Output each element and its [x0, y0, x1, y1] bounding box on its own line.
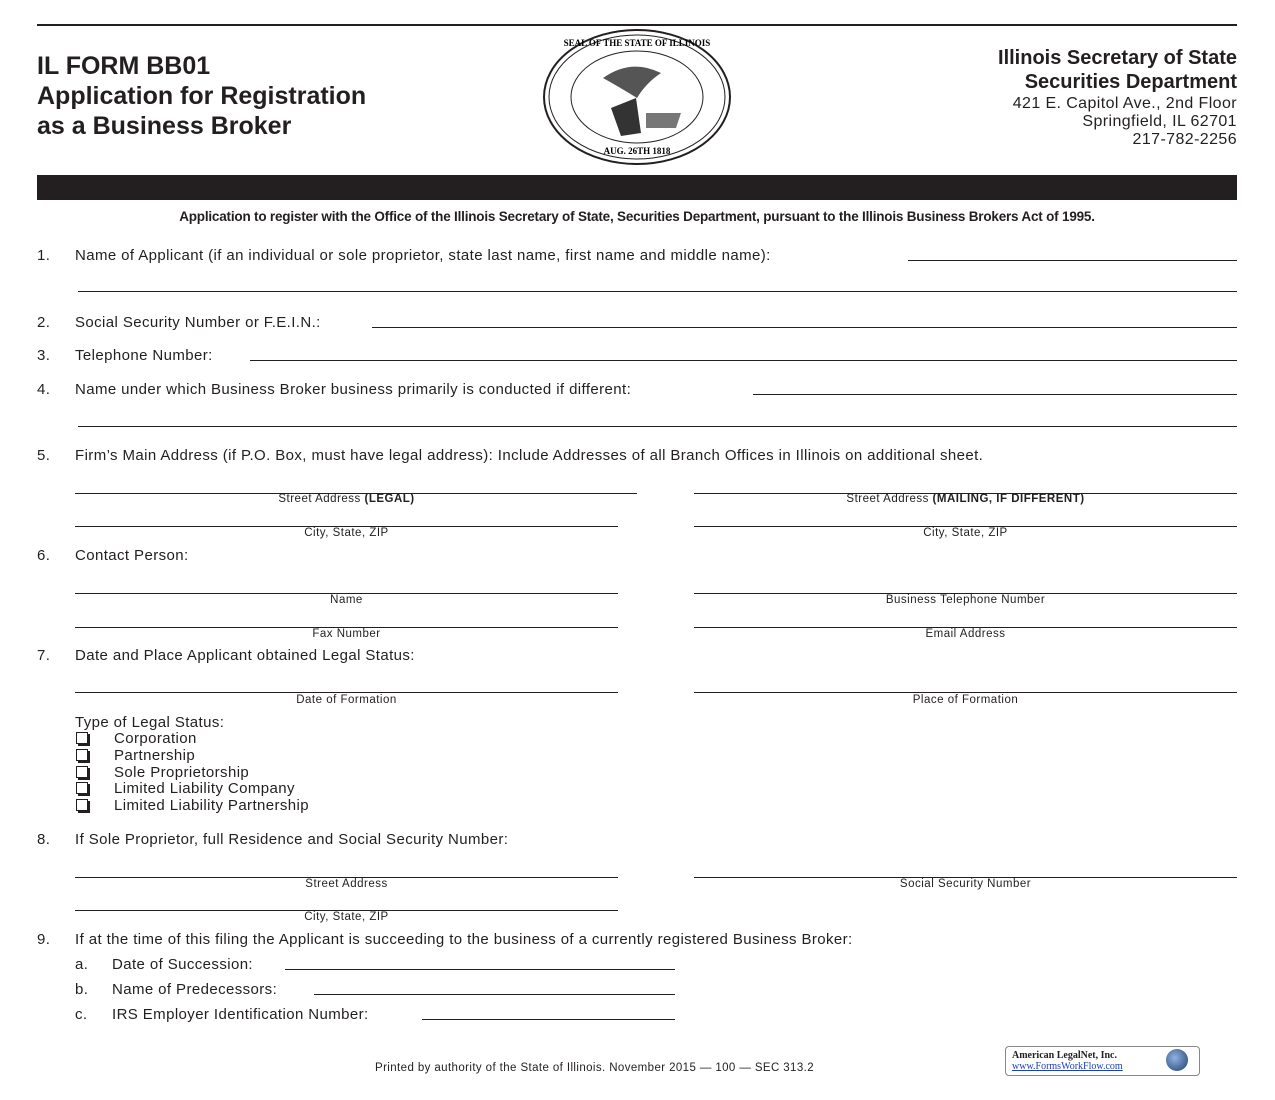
sub-letter: b.: [75, 981, 89, 998]
checkbox-partnership[interactable]: [76, 748, 309, 765]
item-number: 6.: [37, 547, 51, 564]
checkbox-icon[interactable]: [76, 749, 88, 761]
sole-ssn-caption: Social Security Number: [899, 878, 1032, 890]
header-bar: [37, 175, 1237, 200]
item-number: 1.: [37, 247, 51, 264]
item-number: 7.: [37, 647, 51, 664]
form-id: IL FORM BB01: [37, 52, 211, 80]
item-number: 2.: [37, 314, 51, 331]
sole-proprietor-label: If Sole Proprietor, full Residence and Social Security Number:: [75, 831, 509, 848]
city-legal-caption: City, State, ZIP: [304, 527, 389, 539]
business-phone-caption: Business Telephone Number: [885, 594, 1046, 606]
irs-ein-label: IRS Employer Identification Number:: [112, 1006, 369, 1023]
option-label: Corporation: [114, 730, 197, 747]
checkbox-llc[interactable]: [76, 781, 309, 798]
phone: 217-782-2256: [1132, 131, 1237, 148]
option-label: Limited Liability Partnership: [114, 797, 310, 815]
irs-ein-field[interactable]: [422, 1019, 675, 1020]
predecessors-label: Name of Predecessors:: [112, 981, 278, 998]
state-seal-icon: [541, 28, 733, 166]
checkbox-icon[interactable]: [76, 732, 88, 744]
item-number: 5.: [37, 447, 51, 464]
option-label: Sole Proprietorship: [114, 763, 250, 781]
dba-label: Name under which Business Broker business primarily is conducted if different:: [75, 381, 632, 398]
ssn-fein-label: Social Security Number or F.E.I.N.:: [75, 314, 321, 331]
dba-field-2[interactable]: [78, 426, 1237, 427]
globe-icon: [1166, 1049, 1188, 1071]
item-number: 4.: [37, 381, 51, 398]
fax-caption: Fax Number: [312, 628, 381, 640]
residence-city-caption: City, State, ZIP: [304, 911, 389, 923]
agency-name: Illinois Secretary of State: [998, 47, 1237, 69]
caption-bold: (LEGAL): [364, 493, 415, 505]
sub-letter: c.: [75, 1006, 88, 1023]
checkbox-sole-proprietorship[interactable]: [76, 765, 309, 782]
form-title-line2: as a Business Broker: [37, 112, 292, 140]
street-legal-caption: [75, 493, 618, 505]
formation-date-field[interactable]: [75, 692, 618, 693]
legal-status-label: Date and Place Applicant obtained Legal Status:: [75, 647, 415, 664]
contact-name-caption: Name: [330, 594, 363, 606]
residence-street-caption: Street Address: [305, 878, 388, 890]
address-line1: 421 E. Capitol Ave., 2nd Floor: [1012, 95, 1237, 112]
logo-name: American LegalNet, Inc.: [1012, 1050, 1117, 1061]
legalnet-logo: [1005, 1046, 1200, 1076]
legal-status-type-label: Type of Legal Status:: [75, 714, 225, 731]
ssn-fein-field[interactable]: [372, 327, 1237, 328]
applicant-name-label: Name of Applicant (if an individual or sole proprietor, state last name, first name and middle name):: [75, 247, 771, 264]
caption-text: Street Address: [278, 493, 365, 505]
legal-status-options: [76, 731, 309, 815]
contact-person-label: Contact Person:: [75, 547, 189, 564]
item-number: 9.: [37, 931, 51, 948]
logo-url[interactable]: www.FormsWorkFlow.com: [1012, 1061, 1123, 1072]
department-name: Securities Department: [1024, 71, 1237, 93]
checkbox-icon[interactable]: [76, 766, 88, 778]
svg-text:AUG. 26TH 1818: AUG. 26TH 1818: [603, 146, 671, 156]
predecessors-field[interactable]: [314, 994, 675, 995]
street-mailing-caption: [694, 493, 1237, 505]
telephone-field[interactable]: [250, 360, 1237, 361]
caption-bold: (MAILING, IF DIFFERENT): [932, 493, 1085, 505]
succession-date-label: Date of Succession:: [112, 956, 254, 973]
formation-place-field[interactable]: [694, 692, 1237, 693]
svg-text:SEAL OF THE STATE OF ILLINOIS: SEAL OF THE STATE OF ILLINOIS: [563, 38, 711, 48]
option-label: Limited Liability Company: [114, 780, 295, 798]
intro-text: Application to register with the Office of the Illinois Secretary of State, Securities Department, pursuant to the Illinois Business Brokers Act of 1995.: [179, 209, 1095, 224]
succession-date-field[interactable]: [285, 969, 675, 970]
top-rule: [37, 24, 1237, 26]
checkbox-corporation[interactable]: [76, 731, 309, 748]
printed-by-text: Printed by authority of the State of Illinois. November 2015 — 100 — SEC 313.2: [375, 1062, 815, 1074]
main-address-label: Firm’s Main Address (if P.O. Box, must have legal address): Include Addresses of all Branch Offices in Illinois on additional sheet.: [75, 447, 984, 464]
caption-text: Street Address: [846, 493, 933, 505]
item-number: 3.: [37, 347, 51, 364]
email-caption: Email Address: [925, 628, 1006, 640]
address-line2: Springfield, IL 62701: [1082, 113, 1237, 130]
sub-letter: a.: [75, 956, 89, 973]
telephone-label: Telephone Number:: [75, 347, 213, 364]
checkbox-icon[interactable]: [76, 799, 88, 811]
form-title-line1: Application for Registration: [37, 82, 367, 110]
option-label: Partnership: [114, 746, 196, 764]
applicant-name-field[interactable]: [908, 260, 1237, 261]
formation-place-caption: Place of Formation: [912, 694, 1019, 706]
city-mailing-caption: City, State, ZIP: [923, 527, 1008, 539]
applicant-name-field-2[interactable]: [78, 291, 1237, 292]
succession-label: If at the time of this filing the Applicant is succeeding to the business of a currently registered Business Broker:: [75, 931, 853, 948]
checkbox-llp[interactable]: [76, 798, 309, 815]
checkbox-icon[interactable]: [76, 782, 88, 794]
item-number: 8.: [37, 831, 51, 848]
formation-date-caption: Date of Formation: [296, 694, 397, 706]
dba-field[interactable]: [753, 394, 1237, 395]
